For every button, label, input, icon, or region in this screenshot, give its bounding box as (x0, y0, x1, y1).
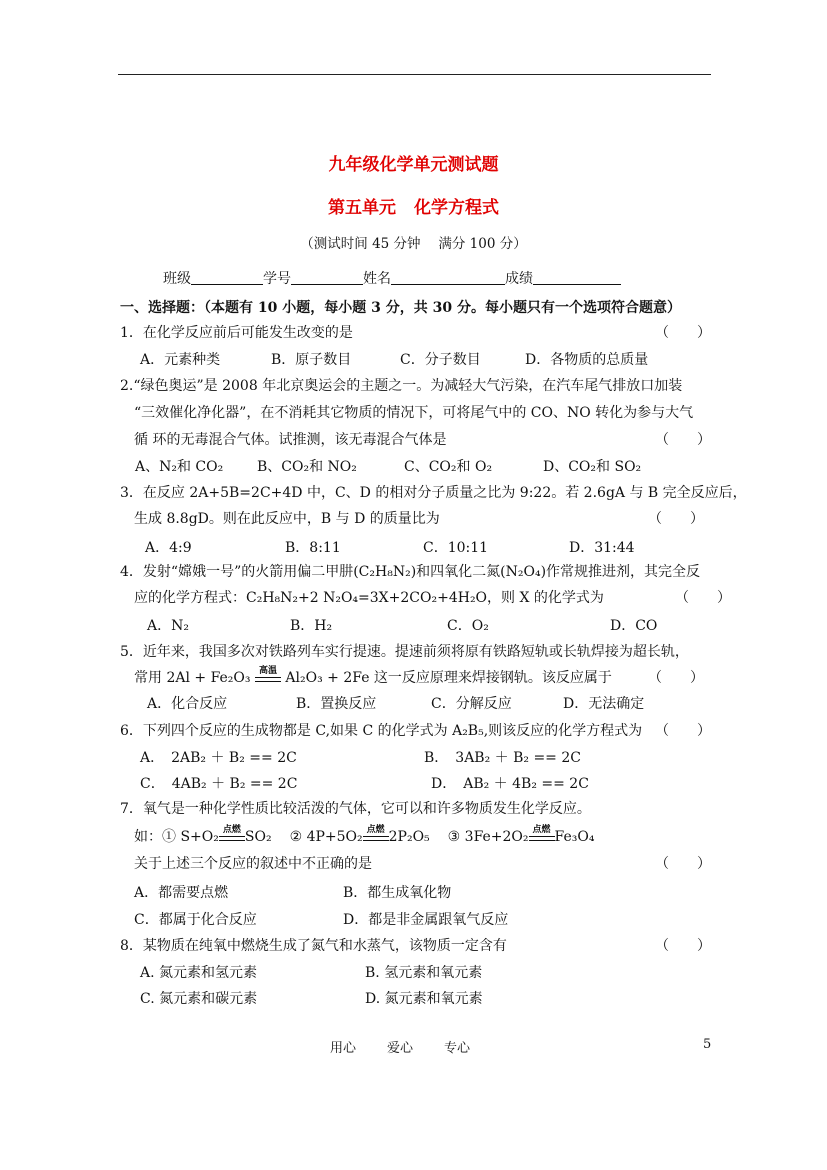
page-number: 5 (703, 1037, 712, 1052)
q8-option-a: A. 氮元素和氢元素 (140, 965, 258, 981)
q2-option-c: C、CO₂和 O₂ (404, 459, 493, 475)
q3-line2: 生成 8.8gD。则在此反应中，B 与 D 的质量比为 (134, 511, 440, 527)
class-blank[interactable] (191, 270, 263, 285)
q4-option-c: C．O₂ (447, 618, 489, 634)
q6-option-c: C． 4AB₂ ＋ B₂ == 2C (140, 776, 298, 792)
q8-stem: 8．某物质在纯氧中燃烧生成了氮气和水蒸气，该物质一定含有 (120, 938, 507, 954)
q3-option-a: A．4:9 (145, 540, 192, 556)
q7-stem: 关于上述三个反应的叙述中不正确的是 (134, 856, 372, 872)
q3-line1: 3．在反应 2A+5B=2C+4D 中，C、D 的相对分子质量之比为 9:22。若 2.6gA 与 B 完全反应后， (120, 485, 747, 501)
q6-option-d: D． AB₂ ＋ 4B₂ == 2C (431, 776, 589, 792)
q6-option-a: A． 2AB₂ ＋ B₂ == 2C (140, 750, 297, 766)
q7-line1: 7．氧气是一种化学性质比较活泼的气体，它可以和许多物质发生化学反应。 (120, 801, 591, 817)
q1-stem: 1．在化学反应前后可能发生改变的是 (120, 325, 353, 341)
name-label: 姓名 (363, 271, 391, 287)
q1-option-a: A．元素种类 (140, 352, 221, 368)
unit-name: 化学方程式 (414, 198, 499, 218)
score-label: 成绩 (505, 271, 533, 287)
class-label: 班级 (163, 271, 191, 287)
q7-answer-paren: （ ） (655, 856, 711, 872)
q7-eq2-left: ② 4P+5O₂ (289, 829, 363, 845)
q3-option-c: C．10:11 (423, 540, 489, 556)
reaction-arrow (219, 825, 245, 841)
q7-eq1-right: SO₂ (244, 829, 272, 845)
q2-option-d: D、CO₂和 SO₂ (543, 459, 642, 475)
q7-eq1-condition: 点燃 (222, 825, 241, 835)
q4-option-d: D．CO (610, 618, 658, 634)
q7-equations (134, 826, 594, 846)
q5-eq-left: 常用 2Al + Fe₂O₃ (134, 670, 251, 686)
q4-line2: 应的化学方程式：C₂H₈N₂+2 N₂O₄=3X+2CO₂+4H₂O，则 X 的化学式为 (134, 590, 604, 606)
q1-option-b: B．原子数目 (271, 352, 352, 368)
q2-answer-paren: （ ） (655, 432, 711, 448)
q1-answer-paren: （ ） (655, 325, 711, 341)
q2-option-b: B、CO₂和 NO₂ (257, 459, 357, 475)
q6-stem: 6．下列四个反应的生成物都是 C,如果 C 的化学式为 A₂B₅,则该反应的化学方程式为 (120, 723, 643, 739)
q8-option-c: C. 氮元素和碳元素 (140, 991, 258, 1007)
q1-option-c: C．分子数目 (400, 352, 481, 368)
q5-line1: 5．近年来，我国多次对铁路列车实行提速。提速前须将原有铁路短轨或长轨焊接为超长轨， (120, 644, 689, 660)
q7-eq-prefix: 如： (134, 829, 162, 845)
unit-title (0, 193, 827, 218)
q6-option-b: B． 3AB₂ ＋ B₂ == 2C (424, 750, 581, 766)
q7-option-d: D．都是非金属跟氧气反应 (343, 912, 509, 928)
q2-line3: 循 环的无毒混合气体。试推测，该无毒混合气体是 (134, 432, 447, 448)
q7-option-a: A．都需要点燃 (134, 885, 229, 901)
number-blank[interactable] (291, 270, 363, 285)
page-title: 九年级化学单元测试题 (328, 155, 499, 175)
reaction-arrow (255, 666, 281, 682)
q5-eq-right: Al₂O₃ + 2Fe 这一反应原理来焊接钢轨。该反应属于 (285, 670, 612, 686)
q7-eq3-condition: 点燃 (532, 825, 551, 835)
name-blank[interactable] (391, 270, 505, 285)
score-blank[interactable] (533, 270, 621, 285)
q6-answer-paren: （ ） (655, 723, 711, 739)
q7-eq2-condition: 点燃 (366, 825, 385, 835)
q8-answer-paren: （ ） (655, 938, 711, 954)
q5-option-c: C．分解反应 (431, 696, 512, 712)
q2-line2: “三效催化净化器”，在不消耗其它物质的情况下，可将尾气中的 CO、NO 转化为参与大气 (134, 405, 694, 421)
q7-eq2-right: 2P₂O₅ (388, 829, 430, 845)
q5-answer-paren: （ ） (648, 670, 704, 686)
section-heading: 一、选择题：（本题有 10 小题，每小题 3 分，共 30 分。每小题只有一个选项符合题意） (120, 300, 681, 316)
q2-line1: 2.“绿色奥运”是 2008 年北京奥运会的主题之一。为减轻大气污染，在汽车尾气排放口加装 (120, 378, 683, 394)
student-info-line (163, 268, 621, 288)
q7-eq1-left: ① S+O₂ (162, 829, 219, 845)
reaction-arrow (529, 825, 555, 841)
q7-eq3-right: Fe₃O₄ (554, 829, 595, 845)
q8-option-b: B. 氢元素和氧元素 (365, 965, 483, 981)
footer-word-3: 专心 (444, 1041, 471, 1056)
unit-label: 第五单元 (328, 198, 396, 218)
number-label: 学号 (263, 271, 291, 287)
q4-answer-paren: （ ） (675, 590, 731, 606)
footer-word-2: 爱心 (387, 1041, 414, 1056)
q3-option-b: B．8:11 (285, 540, 341, 556)
q5-line2 (134, 667, 612, 687)
q3-answer-paren: （ ） (648, 511, 704, 527)
test-info: （测试时间 45 分钟 满分 100 分） (300, 236, 527, 252)
reaction-arrow (363, 825, 389, 841)
q5-option-d: D．无法确定 (563, 696, 645, 712)
q5-option-a: A．化合反应 (147, 696, 228, 712)
q4-line1: 4．发射“嫦娥一号”的火箭用偏二甲肼(C₂H₈N₂)和四氧化二氮(N₂O₄)作常规推进剂，其完全反 (120, 564, 701, 580)
q7-eq3-left: ③ 3Fe+2O₂ (447, 829, 529, 845)
q5-condition: 高温 (258, 666, 277, 676)
q1-option-d: D．各物质的总质量 (525, 352, 649, 368)
q4-option-b: B．H₂ (290, 618, 333, 634)
q3-option-d: D．31:44 (569, 540, 635, 556)
footer-word-1: 用心 (330, 1041, 357, 1056)
q2-option-a: A、N₂和 CO₂ (135, 459, 224, 475)
header-rule (118, 74, 711, 75)
q7-option-c: C．都属于化合反应 (134, 912, 257, 928)
q8-option-d: D. 氮元素和氧元素 (365, 991, 483, 1007)
q5-option-b: B．置换反应 (296, 696, 377, 712)
q7-option-b: B．都生成氧化物 (343, 885, 452, 901)
q4-option-a: A．N₂ (147, 618, 189, 634)
